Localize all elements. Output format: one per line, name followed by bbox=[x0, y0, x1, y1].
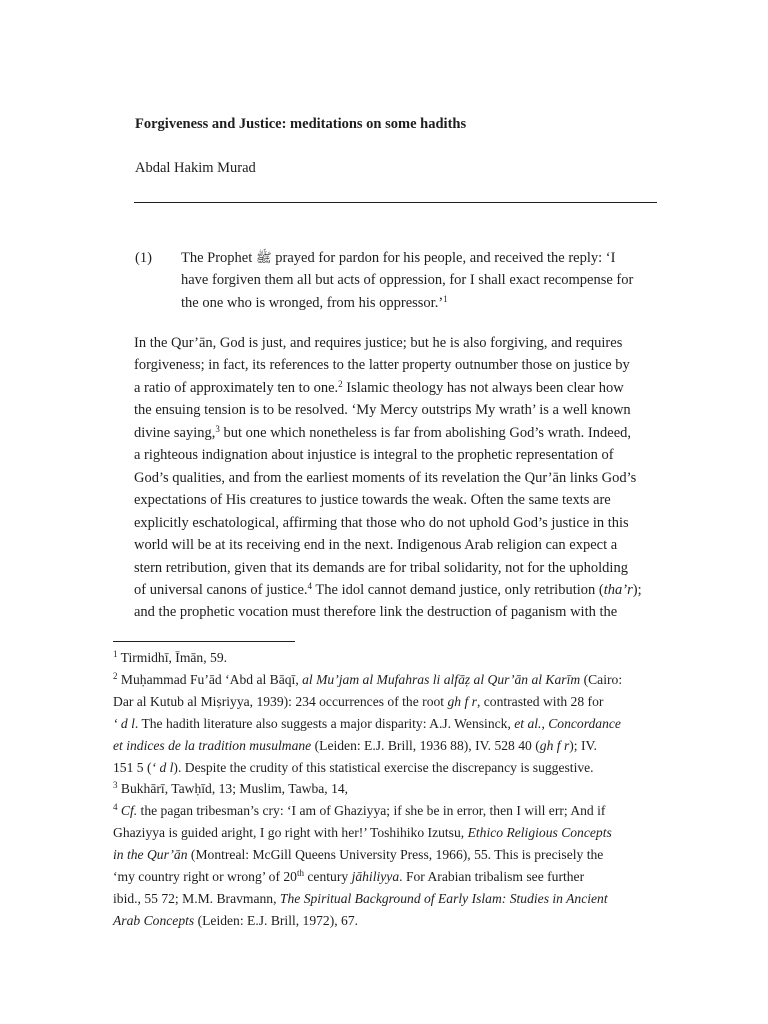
body-line: God’s qualities, and from the earliest moments of its revelation the Qur’ān links God’s bbox=[134, 469, 637, 486]
footnote-separator bbox=[113, 641, 295, 642]
quote-line: have forgiven them all but acts of oppression, for I shall exact recompense for bbox=[181, 272, 634, 289]
footnote-number: 3 bbox=[113, 780, 118, 791]
footnote-4-line: ibid., 55 72; M.M. Bravmann, The Spiritual Background of Early Islam: Studies in Ancient bbox=[113, 890, 608, 906]
footnote-3: $^3$ Bukhārī, Tawḥīd, 13; Muslim, Tawba, 14, bbox=[113, 780, 349, 797]
body-line: a righteous indignation about injustice is integral to the prophetic representation of bbox=[134, 447, 614, 464]
salutation-glyph: ﷺ bbox=[255, 250, 272, 265]
quote-line: The Prophet ﷺ prayed for pardon for his people, and received the reply: ‘I bbox=[181, 250, 616, 266]
body-line: expectations of His creatures to justice towards the weak. Often the same texts are bbox=[134, 492, 611, 509]
footnote-2: $^2$ Muḥammad Fu’ād ‘Abd al Bāqī, al Mu’jam al Mufahras li alfāẓ al Qur’ān al Karīm (Cairo: bbox=[113, 670, 623, 687]
body-line: stern retribution, given that its demands are for tribal solidarity, not for the upholding bbox=[134, 559, 628, 576]
footnote-number: 1 bbox=[113, 649, 118, 659]
body-line: of universal canons of justice.$^4$ The idol cannot demand justice, only retribution (tha’r); bbox=[134, 580, 642, 598]
footnote-4-line: ‘my country right or wrong’ of 20th century jāhiliyya. For Arabian tribalism see further bbox=[113, 868, 585, 885]
quote-number: (1) bbox=[135, 250, 152, 266]
body-line: and the prophetic vocation must therefore link the destruction of paganism with the bbox=[134, 604, 618, 621]
footnotes bbox=[113, 647, 658, 932]
hadith-quote bbox=[181, 247, 661, 314]
footnote-2-line: Dar al Kutub al Miṣriyya, 1939): 234 occurrences of the root gh f r, contrasted with 28 for bbox=[113, 693, 604, 709]
footnote-ref[interactable]: 2 bbox=[338, 378, 343, 389]
footnote-number: 4 bbox=[113, 802, 118, 813]
body-line: forgiveness; in fact, its references to the latter property outnumber those on justice by bbox=[134, 357, 630, 374]
body-line: world will be at its receiving end in the next. Indigenous Arab religion can expect a bbox=[134, 537, 618, 554]
footnote-ref[interactable]: 3 bbox=[215, 423, 220, 434]
footnote-4-line: Ghaziyya is guided aright, I go right with her!’ Toshihiko Izutsu, Ethico Religious Concepts bbox=[113, 825, 612, 841]
quote-line: the one who is wronged, from his oppressor.’$^1$ bbox=[181, 293, 448, 311]
body-line: a ratio of approximately ten to one.$^2$ Islamic theology has not always been clear how bbox=[134, 378, 624, 396]
paper-title: Forgiveness and Justice: meditations on some hadiths bbox=[135, 116, 467, 132]
title-divider bbox=[134, 202, 657, 203]
footnote-2-line: ‘ d l. The hadith literature also suggests a major disparity: A.J. Wensinck, et al., Concordance bbox=[113, 715, 621, 731]
footnote-2-line: 151 5 (‘ d l). Despite the crudity of this statistical exercise the discrepancy is suggestive. bbox=[113, 759, 594, 775]
footnote-ref[interactable]: 1 bbox=[443, 293, 448, 304]
footnote-4: $^4$ Cf. the pagan tribesman’s cry: ‘I am of Ghaziyya; if she be in error, then I will err; And if bbox=[113, 802, 606, 819]
body-line: the ensuing tension is to be resolved. ‘My Mercy outstrips My wrath’ is a well known bbox=[134, 402, 631, 419]
footnote-1: $^1$ Tirmidhī, Īmān, 59. bbox=[113, 649, 228, 665]
footnote-4-line: Arab Concepts (Leiden: E.J. Brill, 1972), 67. bbox=[113, 912, 359, 928]
footnote-4-line: in the Qur’ān (Montreal: McGill Queens University Press, 1966), 55. This is precisely the bbox=[113, 847, 604, 863]
body-line: explicitly eschatological, affirming that those who do not uphold God’s justice in this bbox=[134, 514, 629, 531]
author-name: Abdal Hakim Murad bbox=[135, 160, 256, 176]
body-line: In the Qur’ān, God is just, and requires justice; but he is also forgiving, and requires bbox=[134, 335, 623, 351]
footnote-number: 2 bbox=[113, 670, 118, 681]
body-line: divine saying,$^3$ but one which nonetheless is far from abolishing God’s wrath. Indeed, bbox=[134, 423, 632, 441]
body-paragraph bbox=[134, 332, 661, 624]
footnote-2-line: et indices de la tradition musulmane (Leiden: E.J. Brill, 1936 88), IV. 528 40 (gh f r); IV. bbox=[113, 737, 597, 753]
footnote-ref[interactable]: 4 bbox=[307, 580, 313, 591]
